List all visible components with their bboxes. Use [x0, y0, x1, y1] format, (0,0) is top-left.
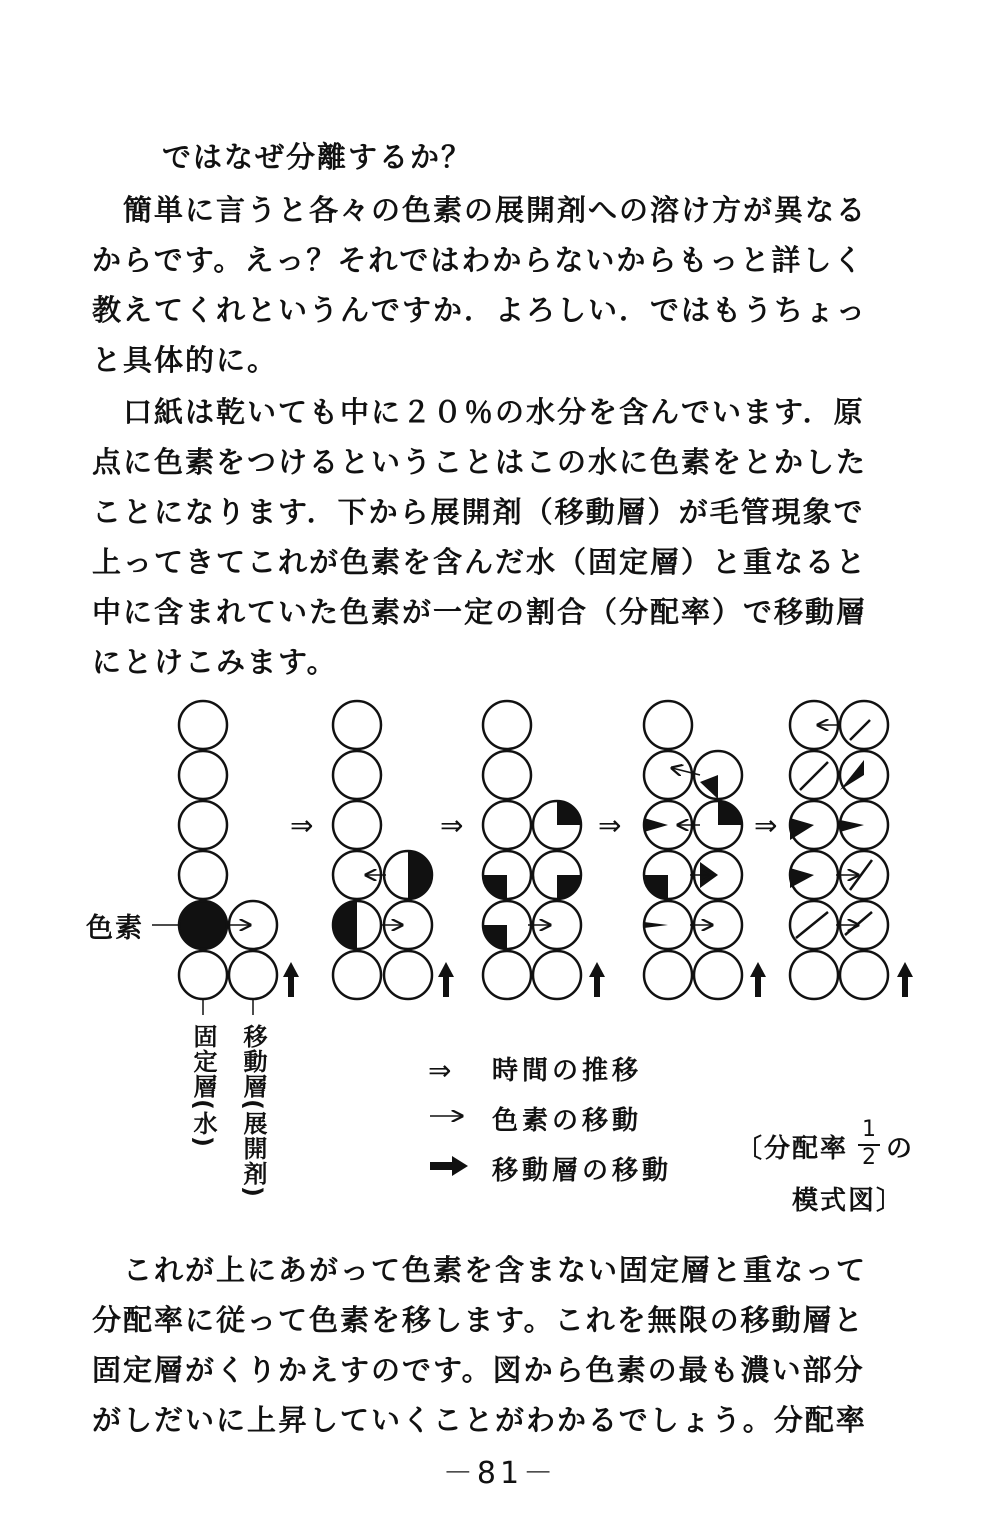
caption-fraction — [858, 1118, 880, 1170]
stage-2 — [333, 701, 432, 999]
time-arrow: ⇒ — [440, 809, 464, 842]
legend-layer-arrow-icon — [430, 1156, 468, 1176]
label-fixed-layer: 固定層(水) — [189, 1024, 217, 1148]
caption-denominator: 2 — [862, 1145, 876, 1170]
time-arrow: ⇒ — [290, 809, 314, 842]
time-arrow: ⇒ — [754, 809, 778, 842]
mobile-up-arrow-5 — [897, 962, 913, 997]
text-line: 固定層がくりかえすのです。図から色素の最も濃い部分 — [92, 1353, 865, 1387]
caption-line-2: 模式図〕 — [792, 1186, 905, 1216]
text-line: 口紙は乾いても中に２０％の水分を含んでいます．原 — [92, 395, 865, 429]
text-line: にとけこみます。 — [92, 645, 338, 679]
label-pigment: 色素 — [86, 913, 144, 944]
partition-diagram — [0, 690, 1000, 1230]
text-line: がしだいに上昇していくことがわかるでしょう。分配率 — [92, 1403, 867, 1437]
text-line: からです。えっ？それではわからないからもっと詳しく — [92, 243, 865, 277]
mobile-up-arrow-1 — [283, 962, 299, 997]
mobile-up-arrow-3 — [589, 962, 605, 997]
stage-1 — [179, 701, 277, 999]
mobile-up-arrow-2 — [438, 962, 454, 997]
text-line: 中に含まれていた色素が一定の割合（分配率）で移動層 — [92, 595, 868, 629]
legend-time-arrow-icon: ⇒ — [428, 1054, 452, 1087]
mobile-up-arrow-4 — [750, 962, 766, 997]
caption-numerator: 1 — [862, 1117, 876, 1142]
page-number: －81－ — [442, 1456, 558, 1491]
caption-suffix: の — [886, 1134, 917, 1164]
text-line: 点に色素をつけるということはこの水に色素をとかした — [92, 445, 868, 479]
legend-pigment-move: 色素の移動 — [492, 1106, 643, 1136]
legend-layer-move: 移動層の移動 — [492, 1156, 673, 1186]
text-line: 上ってきてこれが色素を含んだ水（固定層）と重なると — [92, 545, 868, 579]
text-line: 教えてくれというんですか．よろしい．ではもうちょっ — [92, 293, 868, 327]
label-mobile-layer: 移動層(展開剤) — [239, 1024, 267, 1198]
time-arrow: ⇒ — [598, 809, 622, 842]
text-line: これが上にあがって色素を含まない固定層と重なって — [92, 1253, 868, 1287]
text-line: ことになります．下から展開剤（移動層）が毛管現象で — [92, 495, 865, 529]
text-line: 分配率に従って色素を移します。これを無限の移動層と — [92, 1303, 865, 1337]
legend-time: 時間の推移 — [492, 1056, 643, 1086]
caption-prefix: 〔分配率 — [736, 1134, 849, 1164]
stage-4 — [644, 701, 742, 999]
heading: ではなぜ分離するか？ — [162, 140, 473, 174]
text-line: と具体的に。 — [92, 343, 279, 377]
stage-5 — [790, 701, 888, 999]
stage-3 — [483, 701, 581, 999]
text-line: 簡単に言うと各々の色素の展開剤への溶け方が異なる — [92, 193, 868, 227]
